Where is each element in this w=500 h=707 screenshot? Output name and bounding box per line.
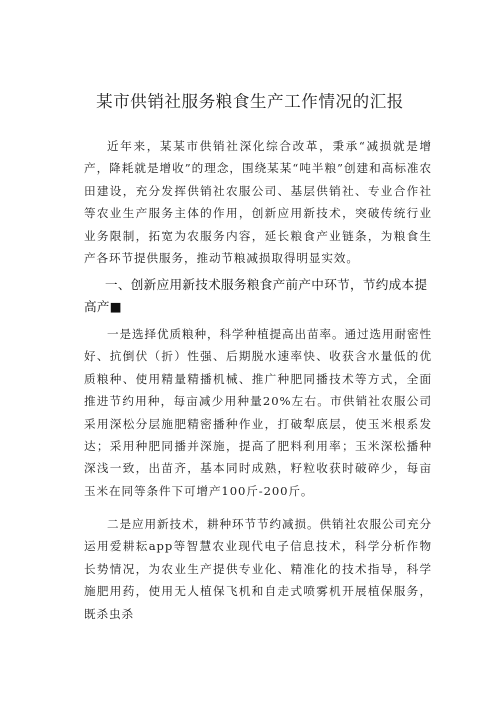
body-paragraph-1: 一是选择优质粮种，科学种植提高出苗率。通过选用耐密性好、抗倒伏（折）性强、后期脱水速率快、收获含水量低的优质粮种、使用精量精播机械、推广种肥同播技术等方式，全面推进节约用种，每亩减少用种量20%左右。市供销社农服公司采用深松分层施肥精密播种作业，打破犁底层，使玉米根系发达；采用种肥同播并深施，提高了肥料利用率；玉米深松播种深浅一致，出苗齐，基本同时成熟，籽粒收获时破碎少，每亩玉米在同等条件下可增产100斤-200斤。 bbox=[84, 327, 432, 498]
body-paragraph-2: 二是应用新技术，耕种环节节约减损。供销社农服公司充分运用爱耕耘app等智慧农业现代电子信息技术，科学分析作物长势情况，为农业生产提供专业化、精准化的技术指导，科学施肥用药，使用无人植保飞机和自走式喷雾机开展植保服务，既杀虫杀 bbox=[84, 517, 432, 621]
intro-paragraph: 近年来，某某市供销社深化综合改革，秉承“减损就是增产，降耗就是增收”的理念，围绕某某“吨半粮”创建和高标准农田建设，充分发挥供销社农服公司、基层供销社、专业合作社等农业生产服务主体的作用，创新应用新技术，突破传统行业业务限制，拓宽为农服务内容，延长粮食产业链条，为粮食生产各环节提供服务，推动节粮减损取得明显实效。 bbox=[84, 139, 432, 266]
section-heading: 一、创新应用新技术服务粮食产前产中环节，节约成本提高产■ bbox=[84, 277, 428, 314]
document-title: 某市供销社服务粮食生产工作情况的汇报 bbox=[96, 92, 404, 111]
